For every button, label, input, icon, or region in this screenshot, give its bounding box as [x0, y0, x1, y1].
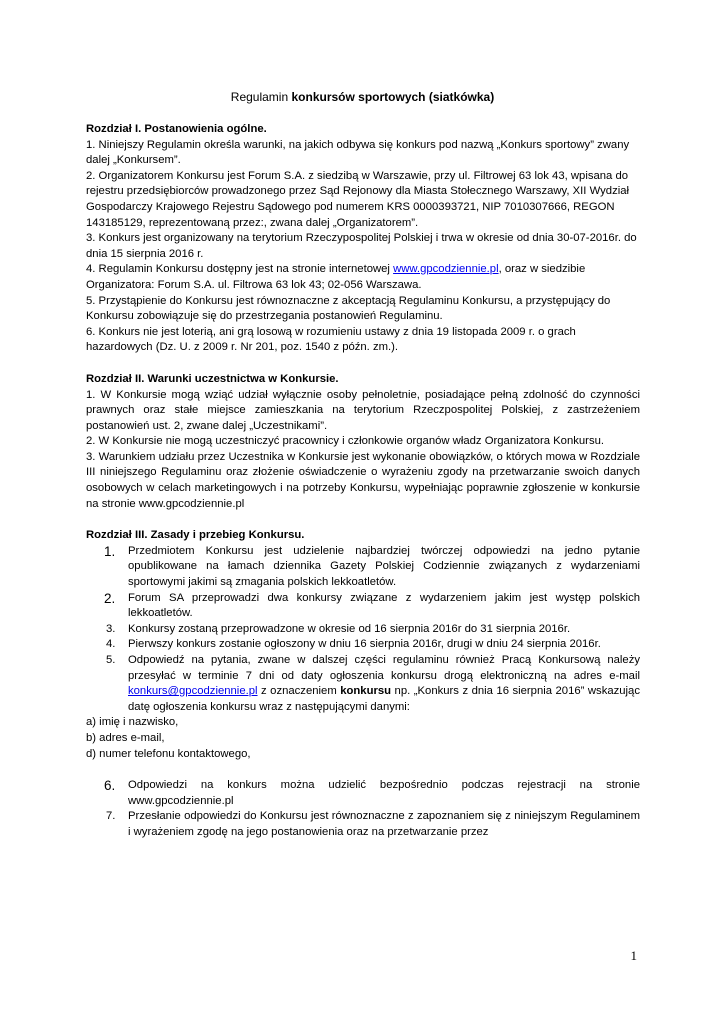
section-2-heading: Rozdział II. Warunki uczestnictwa w Konkursie.: [86, 372, 339, 385]
spacer: [86, 512, 640, 528]
section-2-paragraph-3: 3. Warunkiem udziału przez Uczestnika w Konkursie jest wykonanie obowiązków, o których mowa w Rozdziale III niniejszego Regulaminu oraz złożenie oświadczenie o wyrażeniu zgody na przetwarzanie swoich danych osobowych w celach marketingowych i na potrzeby Konkursu, wypełniając poprawnie zgłoszenie w konkursie na stronie www.gpcodziennie.pl: [86, 450, 640, 510]
section-1-paragraph-3: 3. Konkurs jest organizowany na terytorium Rzeczypospolitej Polskiej i trwa w okresie od dnia 30-07-2016r. do dnia 15 sierpnia 2016 r.: [86, 232, 637, 260]
section-3-heading: Rozdział III. Zasady i przebieg Konkursu.: [86, 529, 305, 542]
list-item-number: 5.: [106, 654, 116, 666]
list-item-number: 1.: [104, 543, 116, 559]
list-item-text: Konkursy zostaną przeprowadzone w okresie od 16 sierpnia 2016r do 31 sierpnia 2016r.: [128, 622, 571, 635]
section-2-paragraph-1: 1. W Konkursie mogą wziąć udział wyłącznie osoby pełnoletnie, posiadające pełną zdolność do czynności prawnych oraz stałe miejsce zamieszkania na terytorium Rzeczpospolitej Polskiej, z zastrzeżeniem postanowień ust. 2, zwane dalej „Uczestnikami”.: [86, 388, 640, 432]
title-bold: konkursów sportowych (siatkówka): [291, 90, 495, 104]
list-item-number: 2.: [104, 590, 116, 606]
website-link[interactable]: www.gpcodziennie.pl: [393, 263, 499, 276]
list-item-text: Przesłanie odpowiedzi do Konkursu jest równoznaczne z zapoznaniem się z niniejszym Regulaminem i wyrażeniem zgodę na jego postanowienia oraz na przetwarzanie przez: [128, 810, 640, 838]
document-title: [0, 89, 725, 105]
title-regular: Regulamin: [230, 90, 292, 104]
p4-text-before: 4. Regulamin Konkursu dostępny jest na stronie internetowej: [86, 263, 394, 276]
list-item: [86, 809, 640, 840]
data-list-item: d) numer telefonu kontaktowego,: [86, 747, 251, 760]
rules-list: [86, 544, 640, 716]
list-item-text: Przedmiotem Konkursu jest udzielenie najbardziej twórczej odpowiedzi na jedno pytanie opublikowane na łamach dziennika Gazety Polskiej Codziennie związanych z wydarzeniami sportowymi jakimi są zmagania polskich lekkoatletów.: [128, 544, 640, 589]
item-5-text-before: Odpowiedź na pytania, zwane w dalszej części regulaminu również Pracą Konkursową należy przesyłać w terminie 7 dni od daty ogłoszenia konkursu drogą elektroniczną na adres e-mail: [128, 654, 640, 682]
document-body: [86, 122, 640, 841]
list-item: [86, 591, 640, 622]
page-number: 1: [630, 948, 637, 963]
item-5-bold-word: konkursu: [340, 685, 392, 698]
section-1-paragraph-6: 6. Konkurs nie jest loterią, ani grą losową w rozumieniu ustawy z dnia 19 listopada 2009 r. o grach hazardowych (Dz. U. z 2009 r. Nr 201, poz. 1540 z późn. zm.).: [86, 325, 576, 354]
list-item: [86, 622, 640, 638]
item-5-text-after: np. „Konkurs z dnia 16 sierpnia 2016” wskazując datę ogłoszenia konkursu wraz z następującymi danymi:: [128, 685, 640, 713]
list-item: [86, 778, 640, 809]
section-1-paragraph-4: [86, 262, 640, 293]
spacer: [86, 762, 640, 778]
list-item-number: 3.: [106, 622, 116, 635]
section-2-paragraph-2: 2. W Konkursie nie mogą uczestniczyć pracownicy i członkowie organów władz Organizatora Konkursu.: [86, 435, 605, 448]
list-item-text: Odpowiedzi na konkurs można udzielić bezpośrednio podczas rejestracji na stronie www.gpcodziennie.pl: [128, 779, 640, 807]
list-item: [86, 653, 640, 715]
list-item-text: Forum SA przeprowadzi dwa konkursy związane z wydarzeniem jakim jest występ polskich lekkoatletów.: [128, 591, 640, 620]
data-list-item: b) adres e-mail,: [86, 731, 165, 744]
list-item-text: Pierwszy konkurs zostanie ogłoszony w dniu 16 sierpnia 2016r, drugi w dniu 24 sierpnia 2016r.: [128, 638, 601, 651]
list-item-number: 6.: [104, 778, 116, 794]
section-1-paragraph-1: 1. Niniejszy Regulamin określa warunki, na jakich odbywa się konkurs pod nazwą „Konkurs sportowy” zwany dalej „Konkursem”.: [86, 138, 630, 167]
list-item: [86, 637, 640, 653]
section-1-heading: Rozdział I. Postanowienia ogólne.: [86, 123, 267, 135]
rules-list-continued: [86, 778, 640, 840]
email-link[interactable]: konkurs@gpcodziennie.pl: [128, 685, 258, 698]
data-list-item: a) imię i nazwisko,: [86, 716, 179, 729]
p4-text-after: , oraz w siedzibie Organizatora: Forum S.A. ul. Filtrowa 63 lok 43; 02-056 Warszawa.: [86, 263, 586, 291]
list-item-number: 7.: [106, 810, 116, 823]
list-item-number: 4.: [106, 638, 116, 651]
list-item: [86, 544, 640, 591]
spacer: [86, 356, 640, 372]
section-1-paragraph-2: 2. Organizatorem Konkursu jest Forum S.A. z siedzibą w Warszawie, przy ul. Filtrowej 63 lok 43, wpisana do rejestru przedsiębiorców prowadzonego przez Sąd Rejonowy dla Miasta Stołecznego Warszawy, XII Wydział Gospodarczy Krajowego Rejestru Sądowego pod numerem KRS 0000393721, NIP 7010307666, REGON 143185129, reprezentowaną przez:, zwana dalej „Organizatorem”.: [86, 169, 630, 229]
item-5-text-mid: z oznaczeniem: [257, 685, 341, 698]
section-1-paragraph-5: 5. Przystąpienie do Konkursu jest równoznaczne z akceptacją Regulaminu Konkursu, a przystępujący do Konkursu zobowiązuje się do przestrzegania postanowień Regulaminu.: [86, 294, 611, 323]
